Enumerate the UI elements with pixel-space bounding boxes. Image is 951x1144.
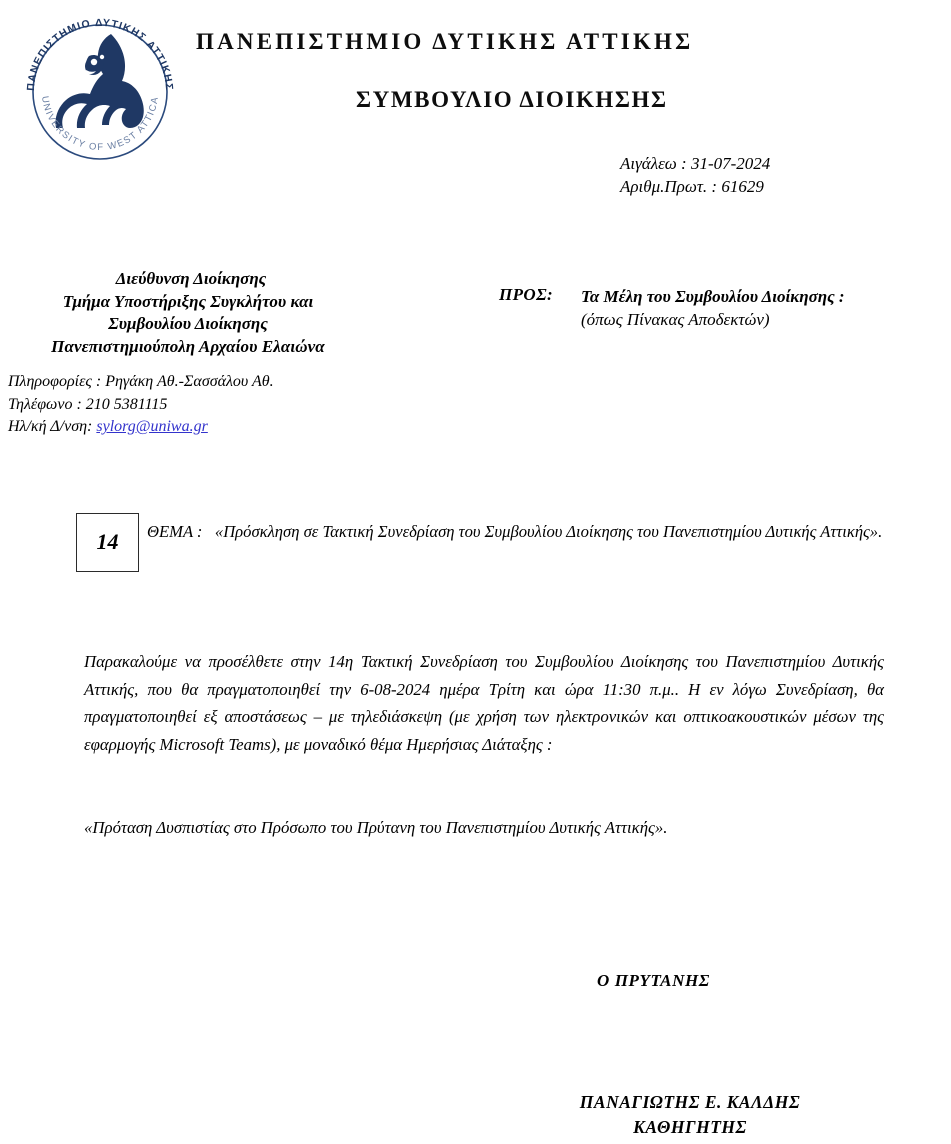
- contact-email-label: Ηλ/κή Δ/νση:: [8, 418, 93, 435]
- place-date: Αιγάλεω : 31-07-2024: [620, 154, 771, 173]
- body-paragraph: Παρακαλούμε να προσέλθετε στην 14η Τακτική Συνεδρίαση του Συμβουλίου Διοίκησης του Πανεπιστημίου Δυτικής Αττικής, που θα πραγματοποιηθεί την 6-08-2024 ημέρα Τρίτη και ώρα 11:30 π.μ.. Η εν λόγω Συνεδρίαση, θα πραγματοποιηθεί εξ αποστάσεως – με τηλεδιάσκεψη (με χρήση των ηλεκτρονικών και οπτικοακουστικών μέσων της εφαρμογής Microsoft Teams), με μοναδικό θέμα Ημερήσιας Διάταξης :: [84, 652, 884, 754]
- document-meta: [620, 152, 770, 198]
- department-line-2: Τμήμα Υποστήριξης Συγκλήτου και: [62, 291, 314, 311]
- department-line-4: Πανεπιστημιούπολη Αρχαίου Ελαιώνα: [51, 336, 325, 356]
- contact-phone-line: Τηλέφωνο : 210 5381115: [8, 395, 168, 413]
- department-line-1: Διεύθυνση Διοίκησης: [115, 269, 267, 288]
- contact-email-line: [8, 416, 274, 439]
- signature-role: Ο ΠΡΥΤΑΝΗΣ: [597, 971, 710, 990]
- recipient-label: ΠΡΟΣ:: [499, 285, 554, 304]
- uniwa-seal-logo: [16, 12, 184, 162]
- logo-arc-bottom-text: UNIVERSITY OF WEST ATTICA: [39, 95, 161, 154]
- signature-block: [460, 1090, 920, 1140]
- signature-name: ΠΑΝΑΓΙΩΤΗΣ Ε. ΚΑΛΔΗΣ: [579, 1092, 801, 1112]
- contact-block: [8, 371, 274, 439]
- subject-value: «Πρόσκληση σε Τακτική Συνεδρίαση του Συμβουλίου Διοίκησης του Πανεπιστημίου Δυτικής Αττικής».: [214, 522, 883, 541]
- department-block: [8, 268, 368, 358]
- subject-label: ΘΕΜΑ :: [147, 522, 203, 541]
- subject-text: [147, 519, 904, 544]
- page-title-university: ΠΑΝΕΠΙΣΤΗΜΙΟ ΔΥΤΙΚΗΣ ΑΤΤΙΚΗΣ: [196, 29, 694, 54]
- signature-title: ΚΑΘΗΓΗΤΗΣ: [633, 1117, 747, 1137]
- subject-number: 14: [96, 529, 119, 554]
- recipient-main: Τα Μέλη του Συμβουλίου Διοίκησης :: [581, 287, 845, 306]
- recipient-sub: (όπως Πίνακας Αποδεκτών): [581, 310, 770, 329]
- agenda-item: «Πρόταση Δυσπιστίας στο Πρόσωπο του Πρύτανη του Πανεπιστημίου Δυτικής Αττικής».: [84, 818, 668, 837]
- logo-arc-top-text: ΠΑΝΕΠΙΣΤΗΜΙΟ ΔΥΤΙΚΗΣ ΑΤΤΙΚΗΣ: [24, 16, 176, 92]
- contact-email-link[interactable]: sylorg@uniwa.gr: [96, 418, 208, 435]
- contact-info-line: Πληροφορίες : Ρηγάκη Αθ.-Σασσάλου Αθ.: [8, 373, 274, 390]
- subject-number-box: [76, 513, 139, 572]
- department-line-3: Συμβουλίου Διοίκησης: [108, 314, 268, 333]
- protocol-number: Αριθμ.Πρωτ. : 61629: [620, 177, 764, 196]
- recipient-value: [581, 285, 845, 331]
- page-subtitle-council: ΣΥΜΒΟΥΛΙΟ ΔΙΟΙΚΗΣΗΣ: [356, 87, 668, 112]
